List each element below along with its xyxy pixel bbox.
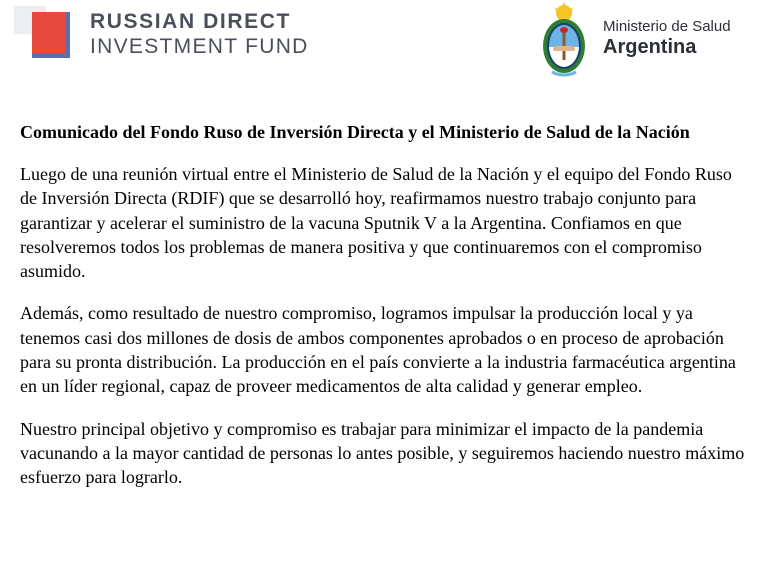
rdif-name [90, 10, 309, 59]
argentina-coat-of-arms-icon [538, 2, 590, 78]
rdif-logo-icon [14, 6, 70, 58]
rdif-name-line1: RUSSIAN DIRECT [90, 10, 291, 33]
ministerio-name-line1: Ministerio de Salud [603, 18, 731, 35]
paragraph-2: Además, como resultado de nuestro compromiso, logramos impulsar la producción local y ya tenemos casi dos millones de dosis de ambos componentes aprobados o en proceso de aprobación para su pronta distribución. La producción en el país convierte a la industria farmacéutica argentina en un líder regional, capaz de proveer medicamentos de alta calidad y generar empleo. [20, 303, 736, 397]
press-release [20, 120, 750, 490]
paragraph-3: Nuestro principal objetivo y compromiso es trabajar para minimizar el impacto de la pandemia vacunando a la mayor cantidad de personas lo antes posible, y seguiremos haciendo nuestro máximo esfuerzo para lograrlo. [20, 418, 745, 488]
ministerio-name [603, 17, 731, 58]
document-title: Comunicado del Fondo Ruso de Inversión Directa y el Ministerio de Salud de la Nación [20, 122, 690, 142]
rdif-name-line2: INVESTMENT FUND [90, 35, 309, 58]
letterhead [0, 0, 768, 90]
paragraph-1: Luego de una reunión virtual entre el Ministerio de Salud de la Nación y el equipo del Fondo Ruso de Inversión Directa (RDIF) que se desarrolló hoy, reafirmamos nuestro trabajo conjunto para garantizar y acelerar el suministro de la vacuna Sputnik V a la Argentina. Confiamos en que resolveremos todos los problemas de manera positiva y que continuaremos con el compromiso asumido. [20, 164, 732, 282]
ministerio-name-line2: Argentina [603, 36, 697, 58]
